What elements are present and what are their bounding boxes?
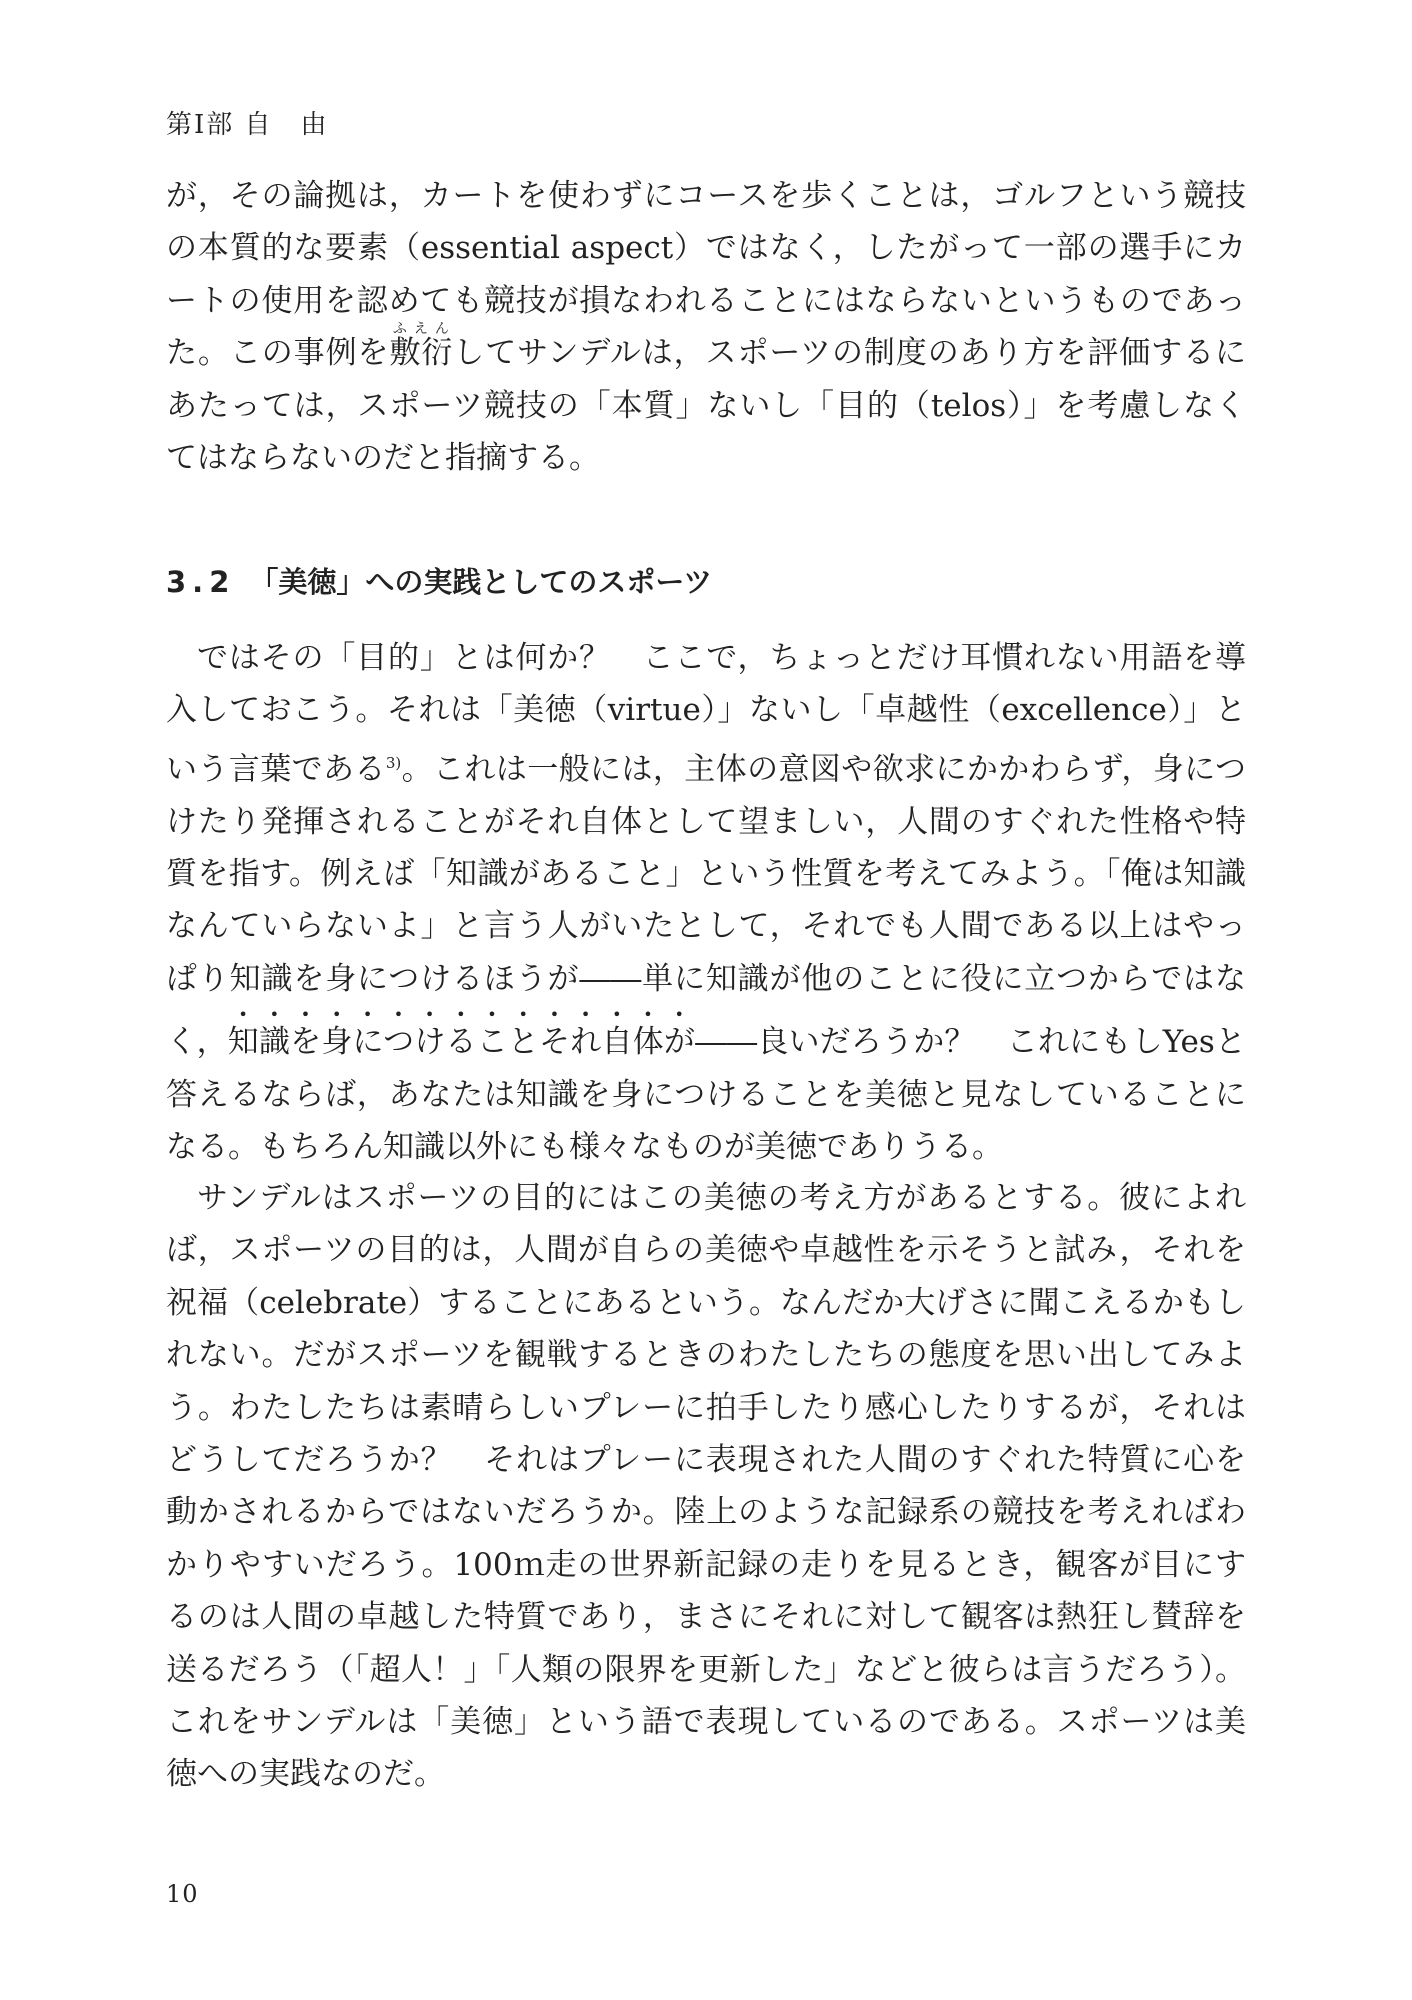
paragraph-2 <box>166 632 1246 1173</box>
paragraph-1-text-a: が，その論拠は，カートを使わずにコースを歩くことは，ゴルフという競技の本質的な要素（essential aspect）ではなく，したがって一部の選手にカートの使用を認めても競技が損なわれることにはならないというものであった。この事例を <box>166 178 1246 372</box>
page-number: 10 <box>166 1880 199 1908</box>
ruby-base: 敷衍 <box>389 335 454 372</box>
section-heading <box>166 560 712 601</box>
ruby-fuen <box>389 321 454 372</box>
paragraph-1-text-b: してサンデルは，スポーツの制度のあり方を評価するにあたっては，スポーツ競技の「本質」ないし「目的（telos）」を考慮しなくてはならないのだと指摘する。 <box>166 335 1246 477</box>
ruby-reading: ふえん <box>389 321 453 338</box>
section-number: 3.2 <box>166 565 236 599</box>
paragraph-2-text-a: ではその「目的」とは何か？ ここで，ちょっとだけ耳慣れない用語を導入しておこう。それは「美徳（virtue）」ないし「卓越性（excellence）」という言葉である <box>166 640 1246 788</box>
paragraph-3: サンデルはスポーツの目的にはこの美徳の考え方があるとする。彼によれば，スポーツの目的は，人間が自らの美徳や卓越性を示そうと試み，それを祝福（celebrate）することにあるという。なんだか大げさに聞こえるかもしれない。だがスポーツを観戦するときのわたしたちの態度を思い出してみよう。わたしたちは素晴らしいプレーに拍手したり感心したりするが，それはどうしてだろうか？ それはプレーに表現された人間のすぐれた特質に心を動かされるからではないだろうか。陸上のような記録系の競技を考えればわかりやすいだろう。100ｍ走の世界新記録の走りを見るとき，観客が目にするのは人間の卓越した特質であり，まさにそれに対して観客は熱狂し賛辞を送るだろう（「超人！」「人類の限界を更新した」などと彼らは言うだろう）。これをサンデルは「美徳」という語で表現しているのである。スポーツは美徳への実践なのだ。 <box>166 1180 1246 1793</box>
footnote-ref[interactable]: 3) <box>385 753 402 772</box>
paragraph-1 <box>166 170 1246 484</box>
emphasis-dots-text: 知識を身につけることそれ自体が <box>227 1024 696 1061</box>
paragraph-2-text-b: 。これは一般には，主体の意図や欲求にかかわらず，身につけたり発揮されることがそれ自体として望ましい，人間のすぐれた性格や特質を指す。例えば「知識があること」という性質を考えてみよう。「俺は知識なんていらないよ」と言う人がいたとして，それでも人間である以上はやっぱり知識を身につけるほうが――単に知識が他のことに役に立つからではなく， <box>166 751 1247 1061</box>
paragraph-2-text-c: ――良いだろうか？ これにもしYesと答えるならば，あなたは知識を身につけることを美徳と見なしていることになる。もちろん知識以外にも様々なものが美徳でありうる。 <box>166 1024 1246 1165</box>
section-title: 「美徳」への実践としてのスポーツ <box>249 565 713 599</box>
running-head: 第Ⅰ部 自 由 <box>166 110 329 140</box>
